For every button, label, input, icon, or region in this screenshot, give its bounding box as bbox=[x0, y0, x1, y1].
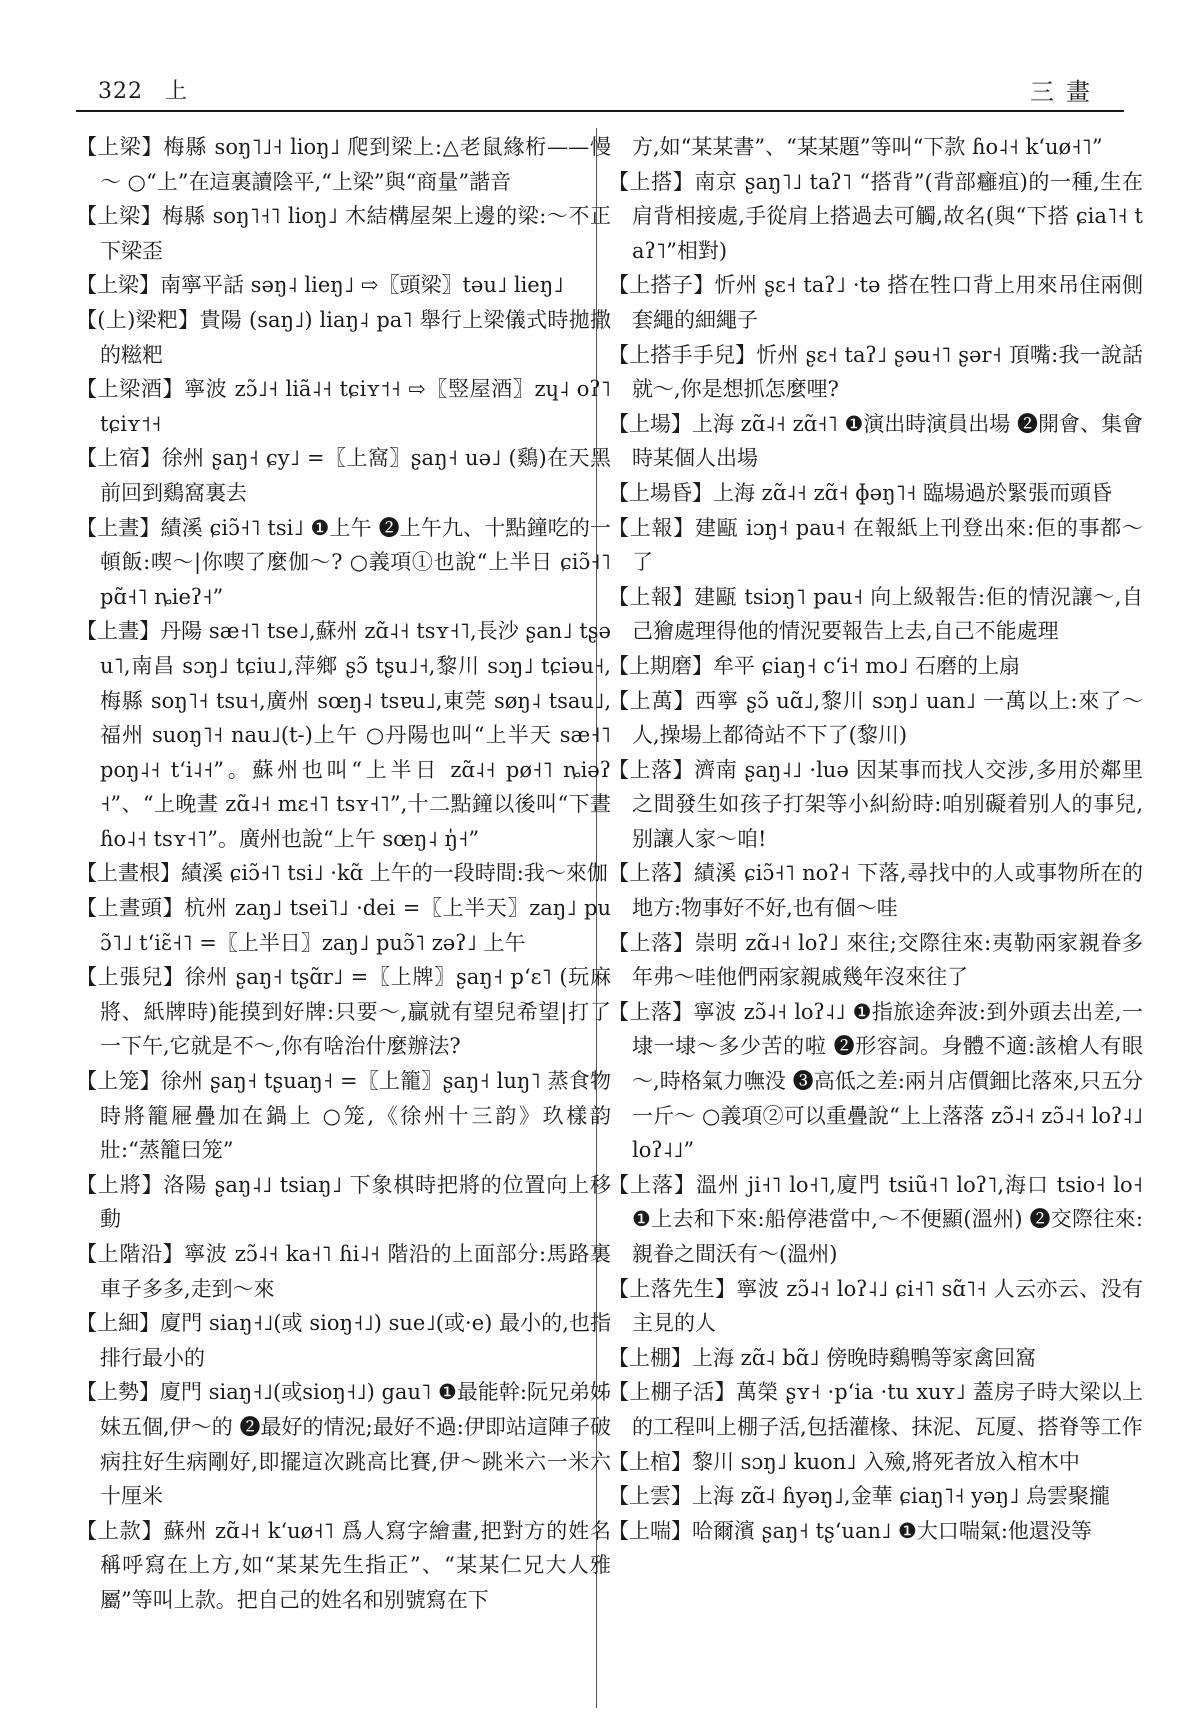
page-number: 322 bbox=[98, 79, 143, 104]
dictionary-entry: 【上勢】廈門 siaŋ˧˩(或sioŋ˧˩) gau˥ ❶最能幹:阮兄弟姊妹五個,伊～的 ❷最好的情況;最好不過:伊即站這陣子破病拄好生病剛好,即擺這次跳高比賽,伊～跳米六一米六十厘米 bbox=[76, 1380, 611, 1509]
dictionary-entry: 【(上)梁粑】貴陽 (saŋ˩) liaŋ˨ pa˥ 舉行上梁儀式時拋撒的糍粑 bbox=[76, 307, 611, 367]
head-character: 上 bbox=[165, 79, 189, 104]
dictionary-entry: 【上梁】南寧平話 səŋ˨ lieŋ˩ ⇨〖頭梁〗təu˩ lieŋ˩ bbox=[76, 273, 564, 298]
dictionary-entry: 【上梁酒】寧波 zɔ̃˩˧ liã˨˧ tɕiʏ˦˧ ⇨〖竪屋酒〗zɥ˨ oʔ˥ tɕiʏ˦˧ bbox=[76, 377, 611, 436]
dictionary-entry: 【上搭子】忻州 ʂɛ˧ taʔ˩ ·tə 搭在牲口背上用來吊住兩側套繩的細繩子 bbox=[608, 273, 1143, 332]
dictionary-entry: 【上梁】梅縣 soŋ˥˩˧ lioŋ˩ 爬到梁上:△老鼠緣桁——慢～ ○“上”在這裏讀陰平,“上梁”與“商量”諧音 bbox=[76, 135, 611, 194]
dictionary-entry: 【上期磨】牟平 ɕiaŋ˧ cʻi˧ mo˩ 石磨的上扇 bbox=[608, 653, 1021, 678]
dictionary-entry: 【上落】崇明 zɑ̃˨˧ loʔ˩ 來往;交際往來:夷勒兩家親眷多年弗～哇他們兩家親戚幾年沒來往了 bbox=[608, 930, 1143, 990]
dictionary-entry: 【上喘】哈爾濱 ʂaŋ˧ tʂʻuan˩ ❶大口喘氣:他還没等 bbox=[608, 1518, 1092, 1543]
dictionary-entry: 【上落先生】寧波 zɔ̃˨˧ loʔ˨˩ ɕi˧˥ sɑ̃˥˧ 人云亦云、没有主見的人 bbox=[608, 1276, 1143, 1336]
dictionary-entry: 【上晝】績溪 ɕiɔ̃˧˥ tsi˩ ❶上午 ❷上午九、十點鐘吃的一頓飯:喫～|你喫了麼伽～? ○義項①也說“上半日 ɕiɔ̃˧˥ pɑ̃˧˥ ȵieʔ˧” bbox=[76, 515, 611, 609]
dictionary-entry: 【上搭】南京 ʂaŋ˥˩ taʔ˥ “搭背”(背部癰疽)的一種,生在肩背相接處,手從肩上搭過去可觸,故名(與“下搭 ɕia˥˧ taʔ˥”相對) bbox=[608, 169, 1143, 263]
section-title: 三畫 bbox=[1030, 78, 1102, 106]
dictionary-entry: 【上落】寧波 zɔ̃˨˧ loʔ˨˩ ❶指旅途奔波:到外頭去出差,一埭一埭～多少苦的啦 ❷形容詞。身體不適:該槍人有眼～,時格氣力嘸没 ❸高低之差:兩爿店價鈿比落來,只五分一斤～ ○義項②可以重疊說“上上落落 zɔ̃˨˧ zɔ̃˨˧ loʔ˨˩ loʔ˨˩” bbox=[608, 999, 1143, 1163]
dictionary-entry: 【上細】廈門 siaŋ˧˩(或 sioŋ˧˩) sue˩(或·e) 最小的,也指排行最小的 bbox=[76, 1311, 611, 1370]
dictionary-entry: 【上棚子活】萬榮 ʂʏ˧ ·pʻia ·tu xuʏ˩ 蓋房子時大梁以上的工程叫上棚子活,包括灌椽、抹泥、瓦厦、搭脊等工作 bbox=[608, 1380, 1143, 1439]
dictionary-entry: 【上萬】西寧 ʂɔ̃ uɑ̃˩,黎川 sɔŋ˩ uan˩ 一萬以上:來了～人,操場上都徛站不下了(黎川) bbox=[608, 688, 1143, 748]
dictionary-entry: 【上落】濟南 ʂaŋ˨˩ ·luə 因某事而找人交涉,多用於鄰里之間發生如孩子打架等小糾紛時:咱别礙着别人的事兒,别讓人家～咱! bbox=[608, 757, 1143, 851]
dictionary-entry: 【上將】洛陽 ʂaŋ˨˩ tsiaŋ˩ 下象棋時把將的位置向上移動 bbox=[76, 1172, 611, 1232]
header-left bbox=[98, 74, 202, 105]
dictionary-entry: 【上場】上海 zɑ̃˨˧ zɑ̃˧˥ ❶演出時演員出場 ❷開會、集會時某個人出場 bbox=[608, 411, 1143, 471]
dictionary-entry: 【上宿】徐州 ʂaŋ˧ ɕy˩ =〖上窩〗ʂaŋ˧ uə˩ (鷄)在天黑前回到鷄窩裏去 bbox=[76, 446, 611, 505]
dictionary-entry: 【上落】績溪 ɕiɔ̃˧˥ noʔ˧ 下落,尋找中的人或事物所在的地方:物事好不好,也有個～哇 bbox=[608, 861, 1143, 921]
dictionary-entry: 【上報】建甌 iɔŋ˧ pau˧ 在報紙上刊登出來:佢的事都～了 bbox=[608, 515, 1143, 575]
dictionary-entry: 【上張兒】徐州 ʂaŋ˧ tʂɑ̃r˩ =〖上牌〗ʂaŋ˧ pʻɛ˥ (玩麻將、紙牌時)能摸到好牌:只要～,贏就有望兒希望|打了一下午,它就是不～,你有啥治什麼辦法? bbox=[76, 965, 611, 1059]
right-column bbox=[608, 130, 1143, 1548]
dictionary-entry: 【上晝根】績溪 ɕiɔ̃˧˥ tsi˩ ·kɑ̃ 上午的一段時間:我～來伽 bbox=[76, 861, 608, 886]
dictionary-entry: 【上棚】上海 zɑ̃˨ bɑ̃˩ 傍晚時鷄鴨等家禽回窩 bbox=[608, 1345, 1037, 1370]
dictionary-entry: 【上階沿】寧波 zɔ̃˨˧ ka˧˥ ɦi˨˧ 階沿的上面部分:馬路裏車子多多,走到～來 bbox=[76, 1242, 611, 1301]
dictionary-entry: 【上晝】丹陽 sæ˧˥ tse˩,蘇州 zɑ̃˨˧ tsʏ˧˥,長沙 ʂan˩ tʂəu˥,南昌 sɔŋ˩ tɕiu˩,萍鄉 ʂɔ̃ tʂu˩˧,黎川 sɔŋ˩ tɕiəu˧,梅縣 soŋ˥˧ tsu˧,廣州 sœŋ˨ tsɐu˩,東莞 søŋ˨ tsau˩,福州 suoŋ˥˧ nau˩(t-)上午 ○丹陽也叫“上半天 sæ˧˥ poŋ˨˧ tʻi˨˧”。蘇州也叫“上半日 zɑ̃˨˧ pø˧˥ ȵiəʔ˧”、“上晚晝 zɑ̃˨˧ mɛ˧˥ tsʏ˧˥”,十二點鐘以後叫“下晝 ɦo˨˧ tsʏ˧˥”。廣州也說“上午 sœŋ˨ ŋ̍˧” bbox=[76, 619, 611, 851]
dictionary-entry: 【上報】建甌 tsiɔŋ˥ pau˧ 向上級報告:佢的情況讓～,自己獪處理得他的情況要報告上去,自己不能處理 bbox=[608, 584, 1143, 644]
dictionary-entry: 【上棺】黎川 sɔŋ˩ kuon˩ 入殮,將死者放入棺木中 bbox=[608, 1449, 1080, 1474]
page-header bbox=[76, 70, 1124, 112]
dictionary-entry: 【上款】蘇州 zɑ̃˨˧ kʻuø˧˥ 爲人寫字繪畫,把對方的姓名稱呼寫在上方,如“某某先生指正”、“某某仁兄大人雅屬”等叫上款。把自己的姓名和别號寫在下 bbox=[76, 1518, 611, 1612]
left-column bbox=[76, 130, 611, 1618]
dictionary-entry: 【上搭手手兒】忻州 ʂɛ˧ taʔ˩ ʂəu˧˥ ʂər˧ 頂嘴:我一說話就～,你是想抓怎麼哩? bbox=[608, 342, 1143, 402]
dictionary-entry: 【上笼】徐州 ʂaŋ˧ tʂuaŋ˧ =〖上籠〗ʂaŋ˧ luŋ˥ 蒸食物時將籠屜疊加在鍋上 ○笼,《徐州十三韵》玖樣韵壯:“蒸籠曰笼” bbox=[76, 1069, 611, 1163]
dictionary-entry: 【上晝頭】杭州 zaŋ˩ tsei˥˩ ·dei =〖上半天〗zaŋ˩ puɔ̃˥˩ tʻiɛ̃˧˥ =〖上半日〗zaŋ˩ puɔ̃˥ zəʔ˩ 上午 bbox=[76, 896, 611, 955]
dictionary-entry: 【上梁】梅縣 soŋ˥˧˥ lioŋ˩ 木結構屋架上邊的梁:～不正下梁歪 bbox=[76, 204, 611, 263]
dictionary-entry: 方,如“某某書”、“某某題”等叫“下款 ɦo˨˧ kʻuø˧˥” bbox=[632, 135, 1103, 159]
dictionary-entry: 【上落】溫州 ji˧˥ lo˧˥,廈門 tsiũ˧˥ loʔ˥,海口 tsio˧ lo˧ ❶上去和下來:船停港當中,～不便顯(溫州) ❷交際往來:親眷之間沃有～(溫州) bbox=[608, 1172, 1143, 1266]
dictionary-entry: 【上雲】上海 zɑ̃˨ ɦyəŋ˩,金華 ɕiaŋ˥˧ yəŋ˩ 烏雲聚攏 bbox=[608, 1484, 1111, 1509]
dictionary-entry: 【上場昏】上海 zɑ̃˨˧ zɑ̃˧ ɸəŋ˥˧ 臨場過於緊張而頭昏 bbox=[608, 480, 1112, 505]
